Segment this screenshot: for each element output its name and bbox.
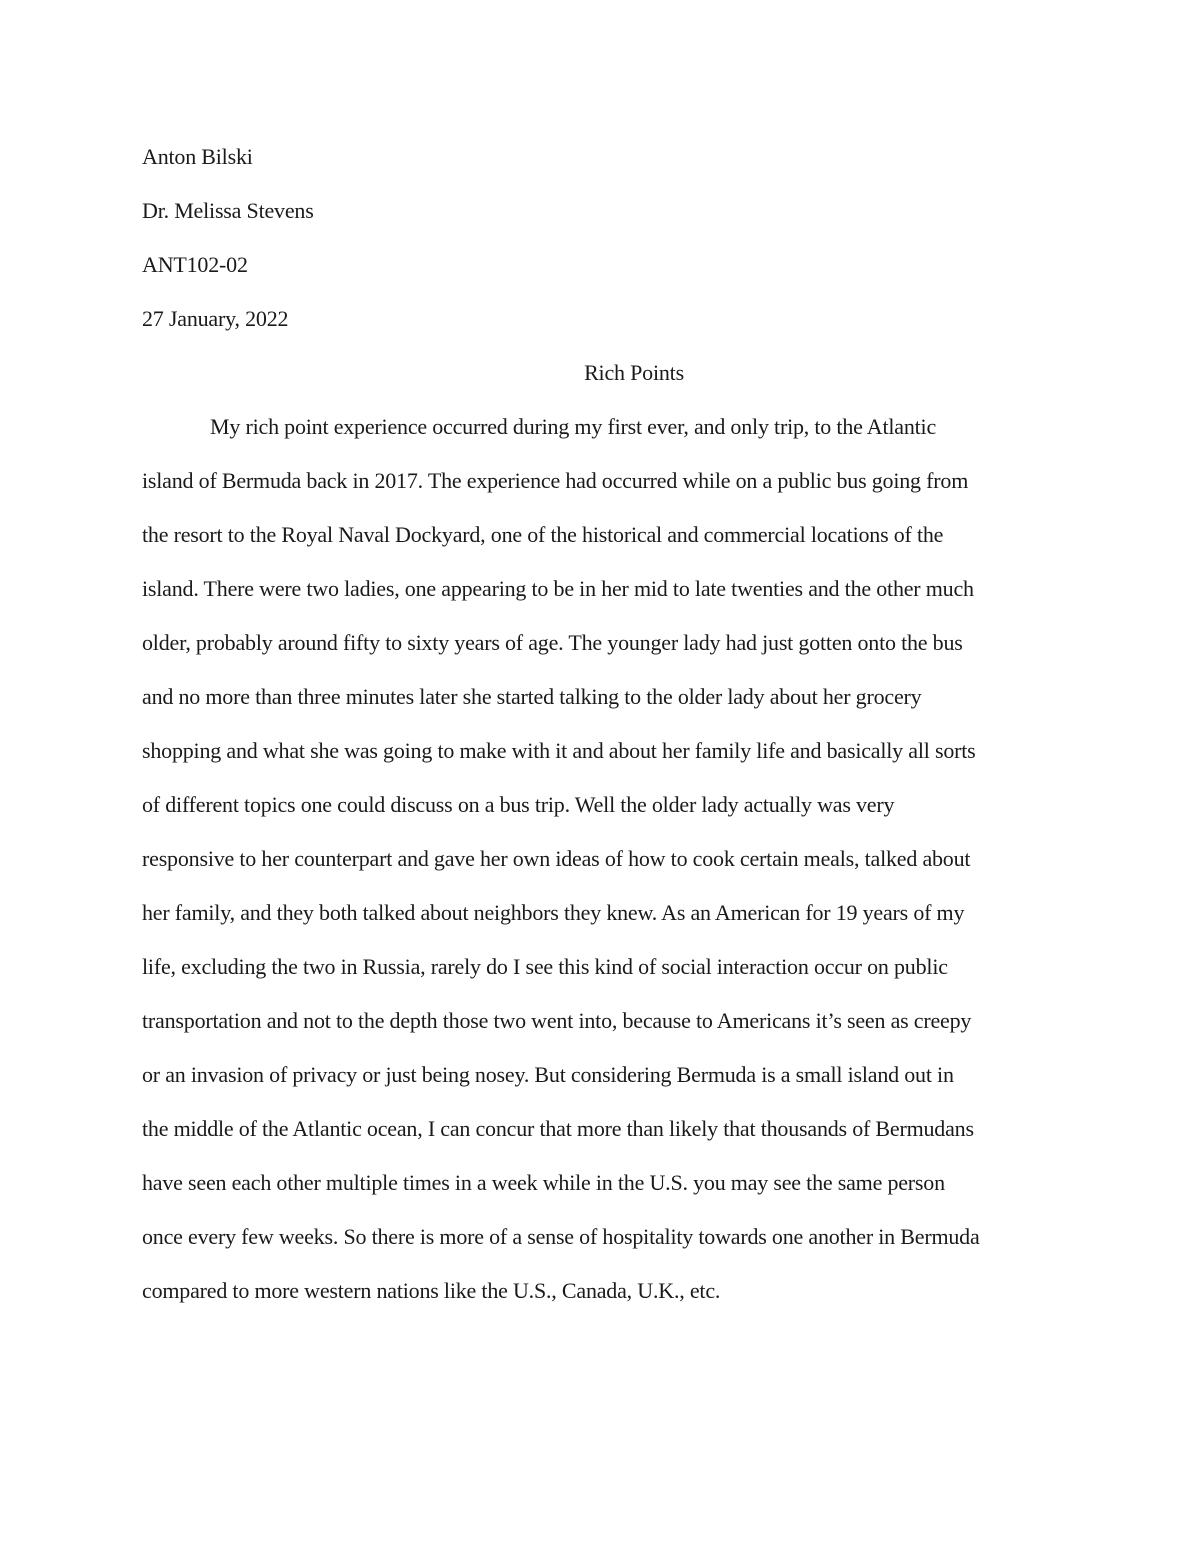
essay-date: 27 January, 2022 — [142, 306, 289, 331]
paragraph-line: and no more than three minutes later she started talking to the older lady about her grocery — [142, 684, 922, 709]
paragraph-line: transportation and not to the depth those two went into, because to Americans it’s seen as creepy — [142, 1008, 972, 1033]
paragraph-line: My rich point experience occurred during my first ever, and only trip, to the Atlantic — [210, 414, 937, 439]
paragraph-line: the middle of the Atlantic ocean, I can concur that more than likely that thousands of Bermudans — [142, 1116, 974, 1141]
paragraph-line: have seen each other multiple times in a week while in the U.S. you may see the same person — [142, 1170, 945, 1195]
paragraph-line: life, excluding the two in Russia, rarely do I see this kind of social interaction occur on public — [142, 954, 948, 979]
paragraph-line: island. There were two ladies, one appearing to be in her mid to late twenties and the other much — [142, 576, 974, 601]
paragraph-line: the resort to the Royal Naval Dockyard, one of the historical and commercial locations of the — [142, 522, 944, 547]
essay-paragraph — [142, 400, 1062, 1318]
paragraph-line: shopping and what she was going to make with it and about her family life and basically all sorts — [142, 738, 976, 763]
paragraph-line: compared to more western nations like the U.S., Canada, U.K., etc. — [142, 1278, 721, 1303]
paragraph-line: once every few weeks. So there is more of a sense of hospitality towards one another in Bermuda — [142, 1224, 980, 1249]
paragraph-line: responsive to her counterpart and gave her own ideas of how to cook certain meals, talked about — [142, 846, 971, 871]
paragraph-line: older, probably around fifty to sixty years of age. The younger lady had just gotten onto the bus — [142, 630, 963, 655]
paragraph-line: her family, and they both talked about neighbors they knew. As an American for 19 years of my — [142, 900, 965, 925]
student-name: Anton Bilski — [142, 144, 253, 169]
essay-content — [142, 130, 1062, 1318]
paragraph-line: of different topics one could discuss on a bus trip. Well the older lady actually was very — [142, 792, 895, 817]
paragraph-line: island of Bermuda back in 2017. The experience had occurred while on a public bus going from — [142, 468, 969, 493]
paragraph-line: or an invasion of privacy or just being nosey. But considering Bermuda is a small island out in — [142, 1062, 954, 1087]
course-code: ANT102-02 — [142, 252, 248, 277]
essay-title: Rich Points — [584, 360, 684, 385]
instructor-name: Dr. Melissa Stevens — [142, 198, 314, 223]
